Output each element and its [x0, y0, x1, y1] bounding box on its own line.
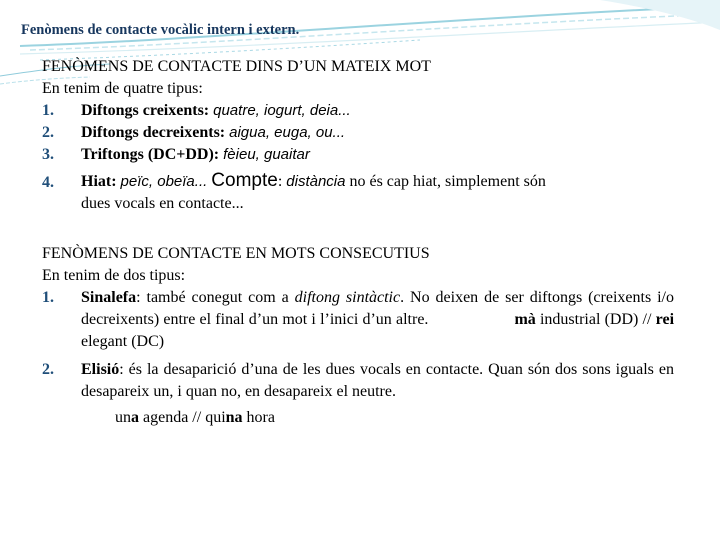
section1-heading: FENÒMENS DE CONTACTE DINS D’UN MATEIX MOT — [42, 58, 431, 75]
item-text: : també conegut com a — [136, 289, 295, 306]
example-bold: a — [131, 409, 139, 426]
item-number: 4. — [42, 174, 54, 191]
item-body — [81, 359, 674, 403]
item-examples: aigua, euga, ou... — [229, 124, 346, 141]
elision-example — [81, 407, 674, 429]
item-examples: fèieu, guaitar — [223, 146, 310, 163]
item-text: no és cap hiat, simplement són — [349, 173, 546, 190]
example-rest: agenda // qui — [139, 409, 226, 426]
item-number: 2. — [42, 361, 54, 378]
example-rest: un — [115, 409, 131, 426]
section1-intro: En tenim de quatre tipus: — [42, 80, 203, 97]
example-rest: industrial (DD) // — [535, 311, 656, 328]
item-examples: quatre, iogurt, deia... — [213, 102, 351, 119]
item-text: : és la desaparició d’una de les dues vocals en contacte. Quan són dos sons iguals en desapareix un, i quan no, en desapareix el neutre. — [81, 361, 674, 400]
slide-title: Fenòmens de contacte vocàlic intern i extern. — [21, 22, 300, 38]
item-label: Sinalefa — [81, 289, 137, 306]
example-rest: elegant (DC) — [81, 333, 165, 350]
item-italic-word: distància — [286, 173, 346, 190]
list-item — [42, 170, 674, 215]
item-label: Hiat: — [81, 173, 117, 190]
section2-heading: FENÒMENS DE CONTACTE EN MOTS CONSECUTIUS — [42, 245, 430, 262]
list-item — [42, 287, 674, 353]
example-bold: na — [225, 409, 243, 426]
item-colon: : — [277, 173, 283, 190]
item-number: 1. — [42, 289, 54, 306]
item-number: 3. — [42, 146, 54, 163]
item-label: Triftongs (DC+DD): — [81, 146, 220, 163]
item-text: . No deixen de ser diftongs (creixents i/o decreixents) entre el final d’un mot i l’inici d’un altre. — [81, 289, 675, 328]
item-label: Diftongs creixents: — [81, 102, 210, 119]
example-rest: hora — [242, 409, 275, 426]
item-examples: peïc, obeïa... — [120, 173, 208, 190]
example-bold: rei — [655, 311, 675, 328]
item-emphasis: Compte — [211, 170, 278, 191]
section2-intro: En tenim de dos tipus: — [42, 267, 186, 284]
list-item — [42, 122, 674, 144]
item-label: Elisió — [81, 361, 120, 378]
item-body — [81, 287, 674, 353]
item-number: 1. — [42, 102, 54, 119]
list-item — [42, 359, 674, 429]
slide-content — [42, 56, 674, 429]
item-continuation: dues vocals en contacte... — [81, 195, 244, 212]
item-label: Diftongs decreixents: — [81, 124, 226, 141]
list-item — [42, 100, 674, 122]
item-italic-term: diftong sintàctic — [294, 289, 401, 306]
list-item — [42, 144, 674, 166]
item-number: 2. — [42, 124, 54, 141]
example-bold: mà — [514, 311, 536, 328]
